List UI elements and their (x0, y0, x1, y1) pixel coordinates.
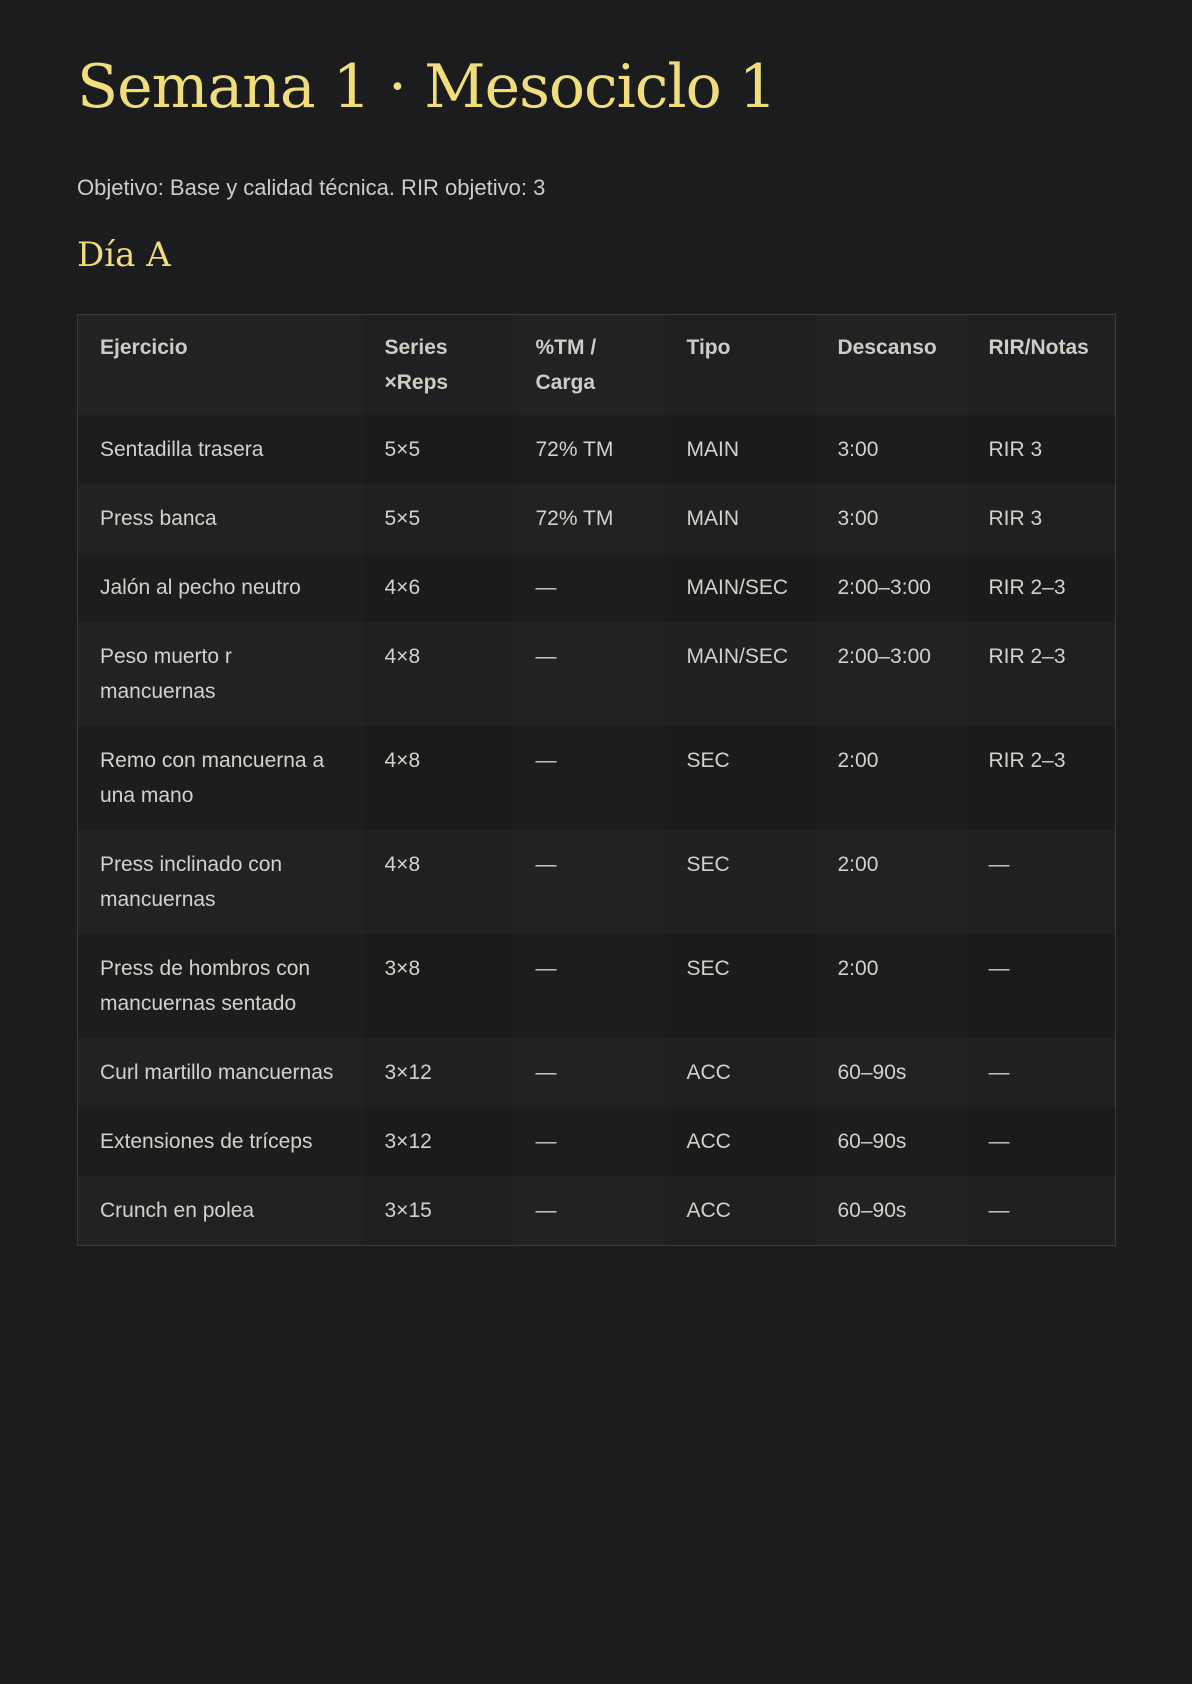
cell-descanso: 3:00 (816, 484, 967, 553)
header-tm-carga: %TM / Carga (514, 315, 665, 416)
exercise-table (77, 314, 1116, 1246)
cell-tm-carga: — (514, 726, 665, 830)
cell-tm-carga: — (514, 1038, 665, 1107)
cell-tipo: MAIN/SEC (665, 622, 816, 726)
cell-descanso: 2:00 (816, 726, 967, 830)
cell-tm-carga: 72% TM (514, 484, 665, 553)
cell-descanso: 2:00 (816, 934, 967, 1038)
cell-tipo: SEC (665, 934, 816, 1038)
cell-rir-notas: — (967, 934, 1116, 1038)
cell-ejercicio: Remo con mancuerna a una mano (78, 726, 363, 830)
cell-descanso: 3:00 (816, 415, 967, 484)
cell-descanso: 60–90s (816, 1107, 967, 1176)
cell-tm-carga: — (514, 622, 665, 726)
cell-tipo: SEC (665, 830, 816, 934)
header-ejercicio: Ejercicio (78, 315, 363, 416)
header-series-reps: Series ×Reps (363, 315, 514, 416)
cell-tipo: ACC (665, 1038, 816, 1107)
cell-tipo: MAIN (665, 415, 816, 484)
cell-series-reps: 3×8 (363, 934, 514, 1038)
table-row (78, 726, 1116, 830)
cell-series-reps: 5×5 (363, 415, 514, 484)
table-row (78, 553, 1116, 622)
cell-rir-notas: RIR 2–3 (967, 622, 1116, 726)
cell-rir-notas: — (967, 1038, 1116, 1107)
cell-descanso: 60–90s (816, 1176, 967, 1246)
cell-tm-carga: — (514, 934, 665, 1038)
cell-series-reps: 4×8 (363, 830, 514, 934)
table-row (78, 830, 1116, 934)
table-header-row (78, 315, 1116, 416)
cell-descanso: 2:00 (816, 830, 967, 934)
cell-ejercicio: Curl martillo mancuernas (78, 1038, 363, 1107)
cell-rir-notas: — (967, 1107, 1116, 1176)
cell-rir-notas: — (967, 1176, 1116, 1246)
page-title: Semana 1 · Mesociclo 1 (77, 52, 776, 122)
cell-tipo: MAIN/SEC (665, 553, 816, 622)
cell-series-reps: 4×8 (363, 622, 514, 726)
cell-tm-carga: — (514, 830, 665, 934)
cell-rir-notas: — (967, 830, 1116, 934)
cell-rir-notas: RIR 3 (967, 484, 1116, 553)
cell-tipo: SEC (665, 726, 816, 830)
cell-rir-notas: RIR 2–3 (967, 726, 1116, 830)
cell-descanso: 2:00–3:00 (816, 553, 967, 622)
objective-text: Objetivo: Base y calidad técnica. RIR objetivo: 3 (77, 175, 546, 200)
cell-rir-notas: RIR 3 (967, 415, 1116, 484)
cell-tipo: MAIN (665, 484, 816, 553)
cell-tipo: ACC (665, 1176, 816, 1246)
cell-ejercicio: Extensiones de tríceps (78, 1107, 363, 1176)
cell-ejercicio: Jalón al pecho neutro (78, 553, 363, 622)
day-heading: Día A (77, 235, 171, 275)
header-rir-notas: RIR/Notas (967, 315, 1116, 416)
cell-tm-carga: — (514, 1176, 665, 1246)
cell-tipo: ACC (665, 1107, 816, 1176)
cell-rir-notas: RIR 2–3 (967, 553, 1116, 622)
table-row (78, 484, 1116, 553)
cell-tm-carga: 72% TM (514, 415, 665, 484)
cell-ejercicio: Sentadilla trasera (78, 415, 363, 484)
cell-ejercicio: Peso muerto r mancuernas (78, 622, 363, 726)
cell-series-reps: 4×8 (363, 726, 514, 830)
cell-tm-carga: — (514, 553, 665, 622)
cell-ejercicio: Press de hombros con mancuernas sentado (78, 934, 363, 1038)
cell-ejercicio: Press inclinado con mancuernas (78, 830, 363, 934)
cell-ejercicio: Press banca (78, 484, 363, 553)
cell-series-reps: 3×15 (363, 1176, 514, 1246)
header-tipo: Tipo (665, 315, 816, 416)
table-row (78, 415, 1116, 484)
cell-series-reps: 3×12 (363, 1038, 514, 1107)
table-row (78, 1176, 1116, 1246)
cell-series-reps: 3×12 (363, 1107, 514, 1176)
cell-descanso: 2:00–3:00 (816, 622, 967, 726)
cell-tm-carga: — (514, 1107, 665, 1176)
table-row (78, 1038, 1116, 1107)
table-row (78, 1107, 1116, 1176)
cell-ejercicio: Crunch en polea (78, 1176, 363, 1246)
table-row (78, 622, 1116, 726)
cell-series-reps: 5×5 (363, 484, 514, 553)
header-descanso: Descanso (816, 315, 967, 416)
table-row (78, 934, 1116, 1038)
cell-descanso: 60–90s (816, 1038, 967, 1107)
cell-series-reps: 4×6 (363, 553, 514, 622)
